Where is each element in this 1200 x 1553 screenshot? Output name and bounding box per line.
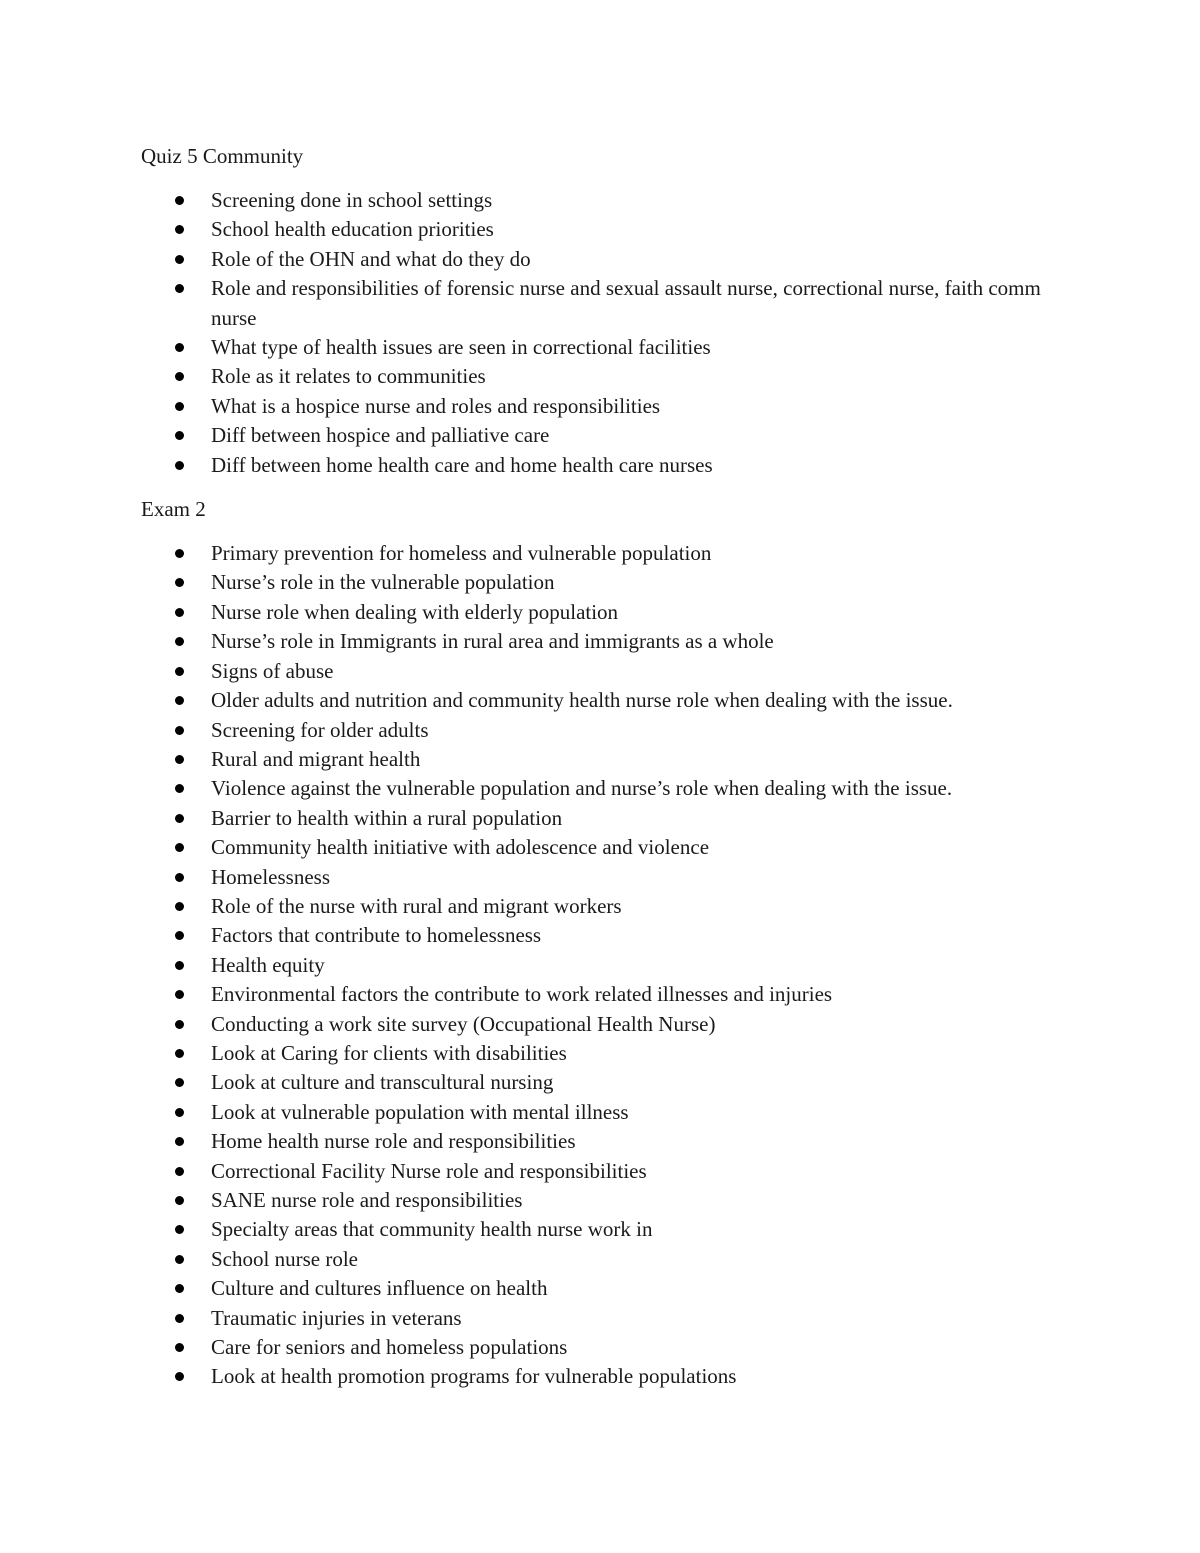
list-item-text: Role of the OHN and what do they do	[211, 246, 531, 271]
list-item-text: Traumatic injuries in veterans	[211, 1305, 462, 1330]
section-exam-2	[141, 495, 1061, 1392]
list-item-text: Look at Caring for clients with disabilities	[211, 1040, 567, 1065]
bullet-list	[141, 186, 1061, 480]
list-item-text: Primary prevention for homeless and vulnerable population	[211, 541, 712, 566]
bullet-icon	[175, 931, 184, 940]
list-item	[141, 980, 1061, 1009]
bullet-icon	[175, 1137, 184, 1146]
list-item	[141, 833, 1061, 862]
section-heading: Exam 2	[141, 497, 206, 522]
list-item	[141, 421, 1061, 450]
bullet-icon	[175, 1020, 184, 1029]
list-item-text: Barrier to health within a rural population	[211, 805, 563, 830]
list-item-text: Specialty areas that community health nurse work in	[211, 1217, 653, 1242]
list-item	[141, 804, 1061, 833]
list-item-text: Homelessness	[211, 864, 330, 889]
list-item	[141, 1068, 1061, 1097]
bullet-icon	[175, 1108, 184, 1117]
bullet-icon	[175, 814, 184, 823]
bullet-icon	[175, 461, 184, 470]
list-item	[141, 245, 1061, 274]
list-item-text: Screening for older adults	[211, 717, 429, 742]
bullet-icon	[175, 549, 184, 558]
bullet-icon	[175, 696, 184, 705]
bullet-icon	[175, 637, 184, 646]
bullet-icon	[175, 1225, 184, 1234]
list-item	[141, 1304, 1061, 1333]
bullet-icon	[175, 1314, 184, 1323]
list-item	[141, 1245, 1061, 1274]
list-item	[141, 1157, 1061, 1186]
bullet-icon	[175, 1284, 184, 1293]
list-item	[141, 539, 1061, 568]
list-item-text: Home health nurse role and responsibilities	[211, 1129, 576, 1154]
list-item-text: Nurse’s role in the vulnerable population	[211, 570, 555, 595]
list-item-text: Role as it relates to communities	[211, 364, 486, 389]
bullet-icon	[175, 402, 184, 411]
bullet-icon	[175, 961, 184, 970]
list-item	[141, 686, 1061, 715]
list-item	[141, 1333, 1061, 1362]
section-heading: Quiz 5 Community	[141, 144, 304, 168]
bullet-icon	[175, 755, 184, 764]
bullet-icon	[175, 1049, 184, 1058]
bullet-icon	[175, 667, 184, 676]
list-item	[141, 598, 1061, 627]
list-item-text: School nurse role	[211, 1246, 358, 1271]
section-quiz-5	[141, 142, 1061, 480]
bullet-icon	[175, 873, 184, 882]
list-item-text: School health education priorities	[211, 217, 494, 242]
bullet-icon	[175, 578, 184, 587]
bullet-icon	[175, 784, 184, 793]
bullet-icon	[175, 372, 184, 381]
list-item	[141, 1010, 1061, 1039]
list-item-text: What type of health issues are seen in correctional facilities	[211, 335, 711, 360]
list-item	[141, 1098, 1061, 1127]
list-item-text: Screening done in school settings	[211, 188, 493, 212]
bullet-icon	[175, 902, 184, 911]
list-item	[141, 362, 1061, 391]
bullet-icon	[175, 343, 184, 352]
list-item-text: Rural and migrant health	[211, 746, 421, 771]
bullet-icon	[175, 1196, 184, 1205]
list-item	[141, 657, 1061, 686]
list-item	[141, 892, 1061, 921]
bullet-icon	[175, 1255, 184, 1264]
list-item	[141, 1039, 1061, 1068]
list-item	[141, 1215, 1061, 1244]
bullet-list	[141, 539, 1061, 1392]
list-item-text: Look at vulnerable population with mental illness	[211, 1099, 629, 1124]
list-item-text: Look at health promotion programs for vulnerable populations	[211, 1364, 737, 1389]
list-item	[141, 921, 1061, 950]
list-item	[141, 1127, 1061, 1156]
bullet-icon	[175, 225, 184, 234]
bullet-icon	[175, 1372, 184, 1381]
list-item	[141, 186, 1061, 215]
list-item	[141, 333, 1061, 362]
list-item-text: Signs of abuse	[211, 658, 334, 683]
list-item-text: Factors that contribute to homelessness	[211, 923, 542, 948]
list-item-text: Look at culture and transcultural nursing	[211, 1070, 554, 1095]
list-item	[141, 274, 1061, 333]
list-item-text: Health equity	[211, 952, 325, 977]
list-item	[141, 627, 1061, 656]
list-item-text: Role of the nurse with rural and migrant workers	[211, 893, 622, 918]
list-item	[141, 716, 1061, 745]
list-item-text: Diff between hospice and palliative care	[211, 423, 550, 448]
list-item-text: What is a hospice nurse and roles and responsibilities	[211, 393, 661, 418]
list-item	[141, 745, 1061, 774]
bullet-icon	[175, 1343, 184, 1352]
list-item-text: Nurse’s role in Immigrants in rural area and immigrants as a whole	[211, 629, 774, 654]
bullet-icon	[175, 843, 184, 852]
bullet-icon	[175, 431, 184, 440]
list-item-text: Violence against the vulnerable population and nurse’s role when dealing with the issue.	[211, 776, 953, 801]
list-item-text: Care for seniors and homeless populations	[211, 1335, 568, 1360]
list-item	[141, 1274, 1061, 1303]
bullet-icon	[175, 608, 184, 617]
list-item	[141, 951, 1061, 980]
bullet-icon	[175, 726, 184, 735]
list-item-text: Culture and cultures influence on health	[211, 1276, 548, 1301]
list-item	[141, 1362, 1061, 1391]
list-item	[141, 863, 1061, 892]
list-item	[141, 451, 1061, 480]
list-item	[141, 392, 1061, 421]
list-item-text: Diff between home health care and home health care nurses	[211, 452, 713, 477]
bullet-icon	[175, 284, 184, 293]
list-item	[141, 774, 1061, 803]
bullet-icon	[175, 196, 184, 205]
list-item-text: Correctional Facility Nurse role and responsibilities	[211, 1158, 647, 1183]
list-item-text: Community health initiative with adolescence and violence	[211, 835, 710, 860]
list-item	[141, 1186, 1061, 1215]
bullet-icon	[175, 255, 184, 264]
list-item-text: Conducting a work site survey (Occupational Health Nurse)	[211, 1011, 716, 1036]
list-item	[141, 568, 1061, 597]
list-item	[141, 215, 1061, 244]
list-item-text: Older adults and nutrition and community health nurse role when dealing with the issue.	[211, 688, 953, 713]
bullet-icon	[175, 1078, 184, 1087]
list-item-text: Environmental factors the contribute to work related illnesses and injuries	[211, 982, 833, 1007]
bullet-icon	[175, 990, 184, 999]
list-item-text: Nurse role when dealing with elderly population	[211, 599, 619, 624]
document-content	[141, 142, 1061, 1392]
list-item-text: SANE nurse role and responsibilities	[211, 1188, 523, 1212]
bullet-icon	[175, 1167, 184, 1176]
list-item-text: Role and responsibilities of forensic nurse and sexual assault nurse, correctional nurse, faith comm nurse	[211, 276, 1041, 330]
